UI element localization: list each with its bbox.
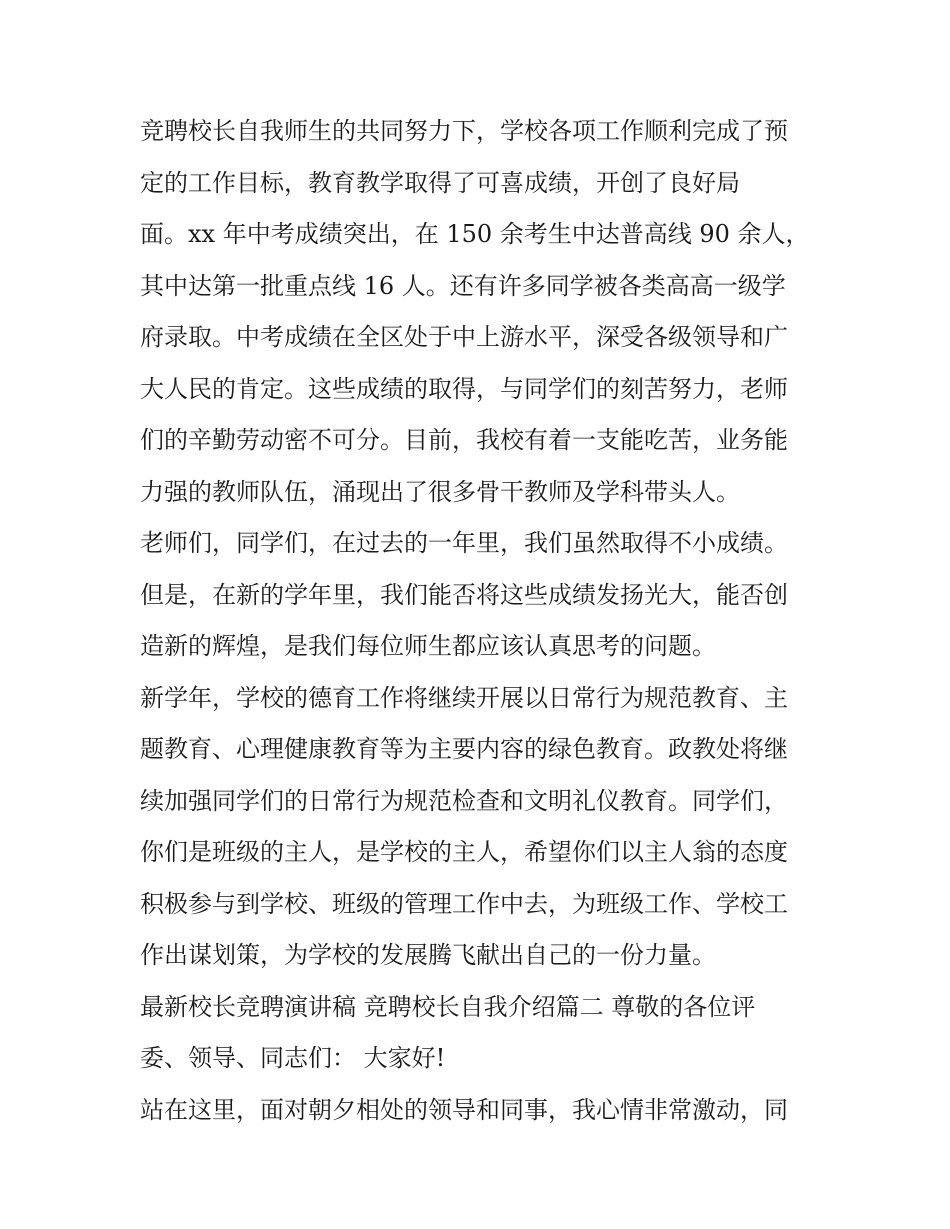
text-line: 续加强同学们的日常行为规范检查和文明礼仪教育。同学们， bbox=[140, 786, 788, 815]
text-line: 造新的辉煌，是我们每位师生都应该认真思考的问题。 bbox=[140, 632, 716, 660]
text-line: 委、领导、同志们： 大家好! bbox=[140, 1044, 446, 1072]
text-line: 新学年，学校的德育工作将继续开展以日常行为规范教育、主 bbox=[140, 683, 788, 712]
text-line: 府录取。中考成绩在全区处于中上游水平，深受各级领导和广 bbox=[140, 323, 788, 351]
text-line: 老师们，同学们，在过去的一年里，我们虽然取得不小成绩。 bbox=[140, 529, 788, 557]
text-line: 但是，在新的学年里，我们能否将这些成绩发扬光大，能否创 bbox=[140, 580, 788, 609]
text-line: 积极参与到学校、班级的管理工作中去，为班级工作、学校工 bbox=[140, 889, 788, 918]
text-line: 你们是班级的主人，是学校的主人，希望你们以主人翁的态度 bbox=[140, 838, 788, 866]
text-line: 定的工作目标，教育教学取得了可喜成绩，开创了良好局 bbox=[140, 168, 740, 197]
text-line: 竞聘校长自我师生的共同努力下，学校各项工作顺利完成了预 bbox=[140, 117, 788, 145]
text-line: 大人民的肯定。这些成绩的取得，与同学们的刻苦努力，老师 bbox=[140, 374, 788, 403]
document-body bbox=[140, 106, 830, 1136]
text-line: 站在这里，面对朝夕相处的领导和同事，我心情非常激动，同 bbox=[140, 1095, 788, 1124]
text-line: 们的辛勤劳动密不可分。目前，我校有着一支能吃苦，业务能 bbox=[140, 426, 788, 454]
text-line: 最新校长竞聘演讲稿 竞聘校长自我介绍篇二 尊敬的各位评 bbox=[140, 992, 756, 1021]
text-line: 作出谋划策，为学校的发展腾飞献出自己的一份力量。 bbox=[140, 941, 716, 969]
text-line: 面。xx 年中考成绩突出，在 150 余考生中达普高线 90 余人， bbox=[140, 220, 810, 248]
text-line: 题教育、心理健康教育等为主要内容的绿色教育。政教处将继 bbox=[140, 735, 788, 763]
text-line: 其中达第一批重点线 16 人。还有许多同学被各类高高一级学 bbox=[140, 271, 786, 300]
text-line: 力强的教师队伍，涌现出了很多骨干教师及学科带头人。 bbox=[140, 477, 740, 506]
